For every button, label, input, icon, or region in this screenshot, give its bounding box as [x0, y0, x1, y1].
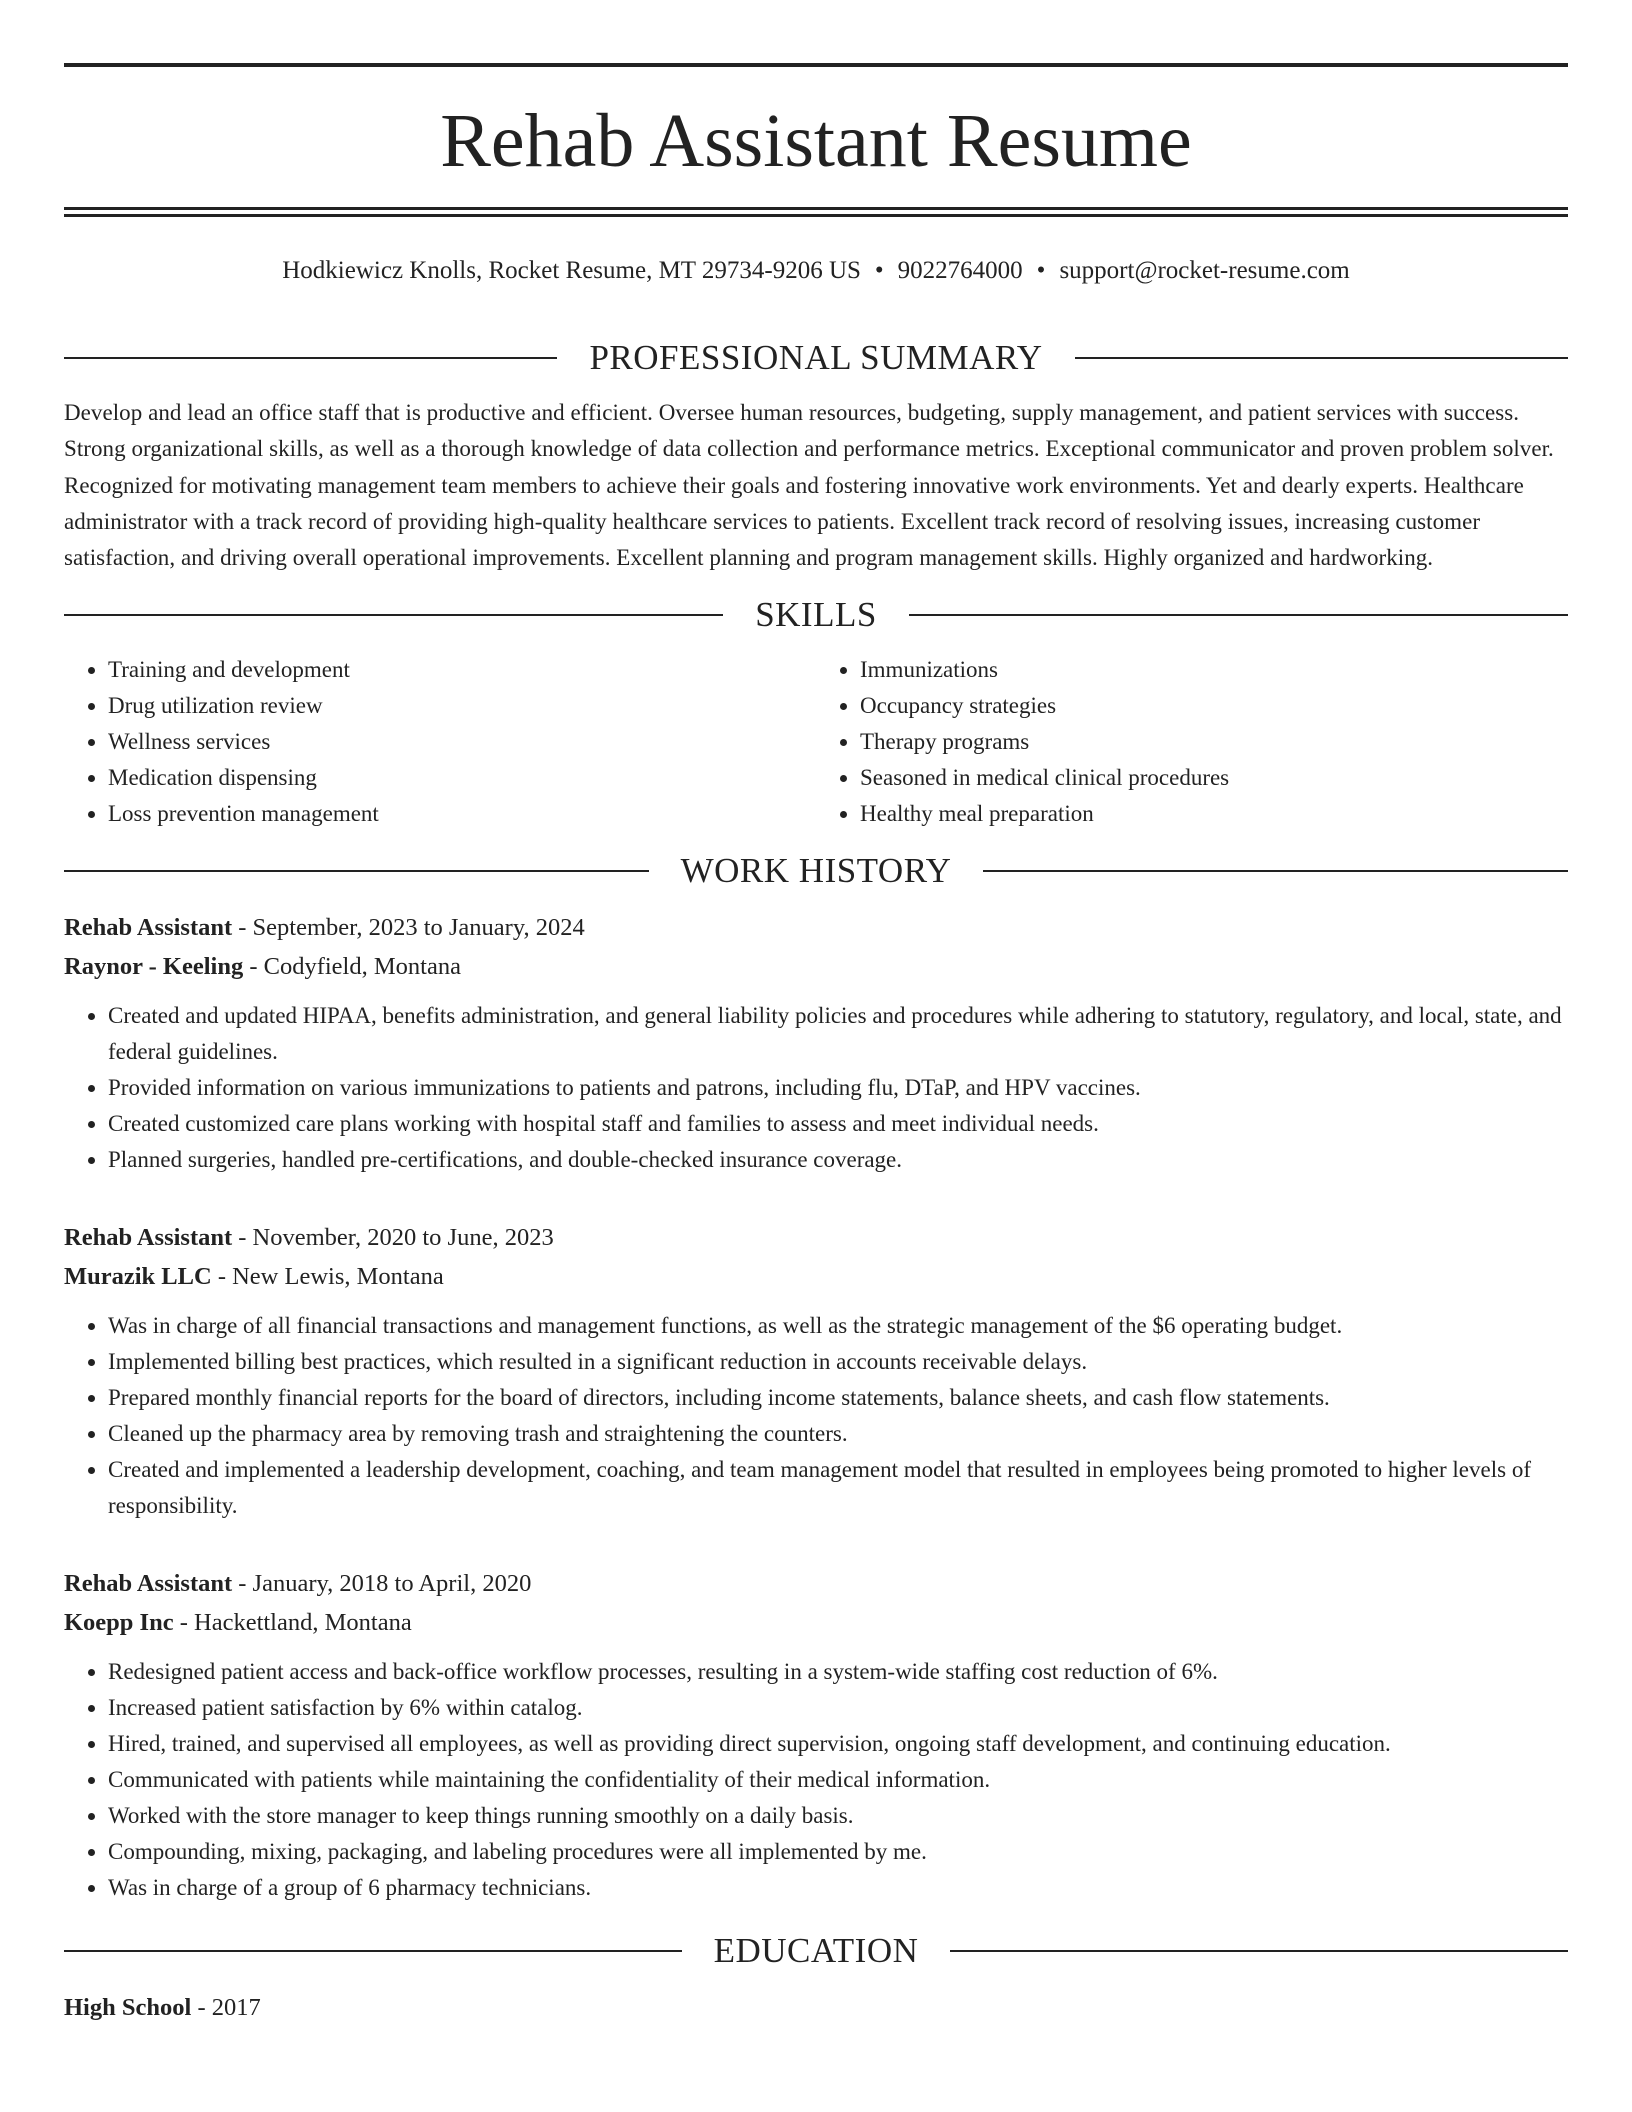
contact-separator: •	[874, 257, 884, 284]
education-heading-label: EDUCATION	[713, 1931, 919, 1971]
list-item: • Created and updated HIPAA, benefits administration, and general liability policies and procedures while adhering to statutory, regulatory, and local, state, and federal guidelines.	[108, 998, 1568, 1070]
list-item: • Communicated with patients while maintaining the confidentiality of their medical information.	[108, 1762, 1568, 1798]
list-item: • Compounding, mixing, packaging, and labeling procedures were all implemented by me.	[108, 1834, 1568, 1870]
contact-line	[64, 251, 1568, 291]
list-item: • Training and development	[108, 652, 816, 688]
job-location: - Codyfield, Montana	[243, 953, 461, 981]
list-item: • Wellness services	[108, 724, 816, 760]
top-rule	[64, 63, 1568, 67]
heading-rule-left	[64, 357, 557, 359]
list-item: • Increased patient satisfaction by 6% within catalog.	[108, 1690, 1568, 1726]
job-company: Raynor - Keeling	[64, 953, 244, 981]
work-heading-label: WORK HISTORY	[680, 851, 952, 891]
job-location: - Hackettland, Montana	[173, 1609, 412, 1637]
skills-heading	[64, 592, 1568, 638]
heading-rule-left	[64, 1950, 682, 1952]
page-title: Rehab Assistant Resume	[440, 99, 1192, 183]
job-title-line	[64, 1564, 1568, 1603]
list-item: • Prepared monthly financial reports for the board of directors, including income statements, balance sheets, and cash flow statements.	[108, 1380, 1568, 1416]
education-entry	[64, 1988, 1568, 2027]
job-bullets	[64, 998, 1568, 1178]
summary-heading-label: PROFESSIONAL SUMMARY	[589, 338, 1043, 377]
job-dates: - November, 2020 to June, 2023	[232, 1224, 554, 1252]
job-company-line	[64, 1257, 1568, 1296]
summary-text: Develop and lead an office staff that is productive and efficient. Oversee human resources, budgeting, supply management, and patient services with success. Strong organizational skills, as well as a thorough knowledge of data collection and performance metrics. Exceptional communicator and proven problem solver. Recognized for motivating management team members to achieve their goals and fostering innovative work environments. Yet and dearly experts. Healthcare administrator with a track record of providing high-quality healthcare services to patients. Excellent track record of resolving issues, increasing customer satisfaction, and driving overall operational improvements. Excellent planning and program management skills. Highly organized and hardworking.	[64, 400, 1554, 571]
job-entry	[64, 908, 1568, 1178]
list-item: • Occupancy strategies	[860, 688, 1568, 724]
title-double-rule	[64, 207, 1568, 217]
job-company-line	[64, 1603, 1568, 1642]
job-title: Rehab Assistant	[64, 1570, 233, 1598]
heading-rule-right	[1075, 357, 1568, 359]
job-bullets	[64, 1654, 1568, 1906]
job-entry	[64, 1564, 1568, 1906]
list-item: • Hired, trained, and supervised all employees, as well as providing direct supervision, ongoing staff development, and continuing education.	[108, 1726, 1568, 1762]
contact-email: support@rocket-resume.com	[1059, 257, 1350, 284]
resume-page	[64, 0, 1568, 2027]
education-heading	[64, 1928, 1568, 1974]
list-item: • Was in charge of all financial transactions and management functions, as well as the strategic management of the $6 operating budget.	[108, 1308, 1568, 1344]
work-heading	[64, 848, 1568, 894]
job-title: Rehab Assistant	[64, 914, 233, 942]
list-item: • Worked with the store manager to keep things running smoothly on a daily basis.	[108, 1798, 1568, 1834]
skills-list	[64, 652, 1568, 832]
list-item: • Created and implemented a leadership development, coaching, and team management model that resulted in employees being promoted to higher levels of responsibility.	[108, 1452, 1568, 1524]
skills-heading-label: SKILLS	[755, 595, 877, 635]
job-company: Murazik LLC	[64, 1263, 212, 1291]
job-entry	[64, 1218, 1568, 1524]
work-history-list	[64, 908, 1568, 1906]
job-title: Rehab Assistant	[64, 1224, 233, 1252]
list-item: • Cleaned up the pharmacy area by removing trash and straightening the counters.	[108, 1416, 1568, 1452]
heading-rule-left	[64, 614, 723, 616]
contact-phone: 9022764000	[897, 257, 1023, 284]
skills-column-left	[64, 652, 816, 832]
heading-rule-right	[909, 614, 1568, 616]
list-item: • Healthy meal preparation	[860, 796, 1568, 832]
contact-address: Hodkiewicz Knolls, Rocket Resume, MT 29734-9206 US	[282, 257, 861, 284]
job-bullets	[64, 1308, 1568, 1524]
job-company: Koepp Inc	[64, 1609, 174, 1637]
job-title-line	[64, 1218, 1568, 1257]
list-item: • Created customized care plans working with hospital staff and families to assess and meet individual needs.	[108, 1106, 1568, 1142]
job-title-line	[64, 908, 1568, 947]
list-item: • Loss prevention management	[108, 796, 816, 832]
list-item: • Implemented billing best practices, which resulted in a significant reduction in accounts receivable delays.	[108, 1344, 1568, 1380]
contact-separator: •	[1036, 257, 1046, 284]
skills-column-right	[816, 652, 1568, 832]
heading-rule-right	[983, 870, 1568, 872]
list-item: • Provided information on various immunizations to patients and patrons, including flu, DTaP, and HPV vaccines.	[108, 1070, 1568, 1106]
heading-rule-right	[950, 1950, 1568, 1952]
job-location: - New Lewis, Montana	[211, 1263, 444, 1291]
list-item: • Therapy programs	[860, 724, 1568, 760]
list-item: • Drug utilization review	[108, 688, 816, 724]
list-item: • Immunizations	[860, 652, 1568, 688]
education-year: - 2017	[191, 1994, 261, 2022]
list-item: • Planned surgeries, handled pre-certifications, and double-checked insurance coverage.	[108, 1142, 1568, 1178]
job-dates: - January, 2018 to April, 2020	[232, 1570, 532, 1598]
list-item: • Was in charge of a group of 6 pharmacy technicians.	[108, 1870, 1568, 1906]
job-dates: - September, 2023 to January, 2024	[232, 914, 585, 942]
list-item: • Seasoned in medical clinical procedures	[860, 760, 1568, 796]
heading-rule-left	[64, 870, 649, 872]
job-company-line	[64, 947, 1568, 986]
education-degree: High School	[64, 1994, 192, 2022]
summary-heading	[64, 335, 1568, 381]
list-item: • Medication dispensing	[108, 760, 816, 796]
list-item: • Redesigned patient access and back-office workflow processes, resulting in a system-wide staffing cost reduction of 6%.	[108, 1654, 1568, 1690]
